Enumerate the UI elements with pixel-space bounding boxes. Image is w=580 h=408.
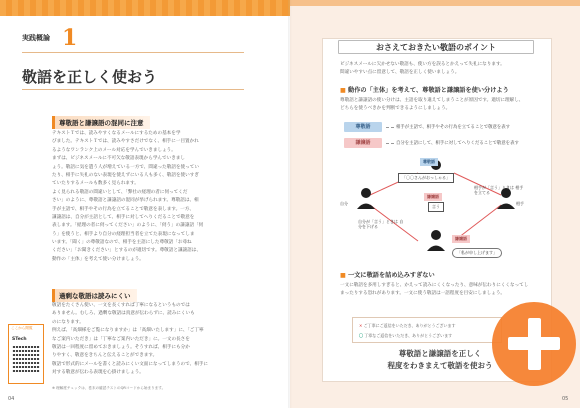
text-line: う」を使うと、相手より自分の経理担当者を立てた表現になってしま — [52, 231, 195, 237]
example-bad-text: ご丁寧にご返信をいただき、ありがとうございます — [363, 323, 456, 328]
text-line: りやすく、敬意をきちんと伝えることができます。 — [52, 353, 158, 359]
person-lower-icon — [427, 230, 445, 251]
text-line: 動作の「主体」を考えて使い分けましょう。 — [52, 256, 144, 262]
page-number-right: 05 — [562, 396, 569, 402]
text-line: よく見られる敬語の間違いとして、「弊社の経理の者に伺ってくだ — [52, 189, 188, 195]
text-line: るようなワンランク上のメール対応を学んでいきましょう。 — [52, 147, 176, 153]
text-line: ょう。敬語に気を遣う人が増えている一方で、間違った敬語を使ってい — [52, 164, 199, 170]
label-self: 自分 — [340, 201, 348, 206]
text-line: 敬語は一回程度に留めておきましょう。そうすれば、相手にも分か — [52, 344, 190, 350]
cross-icon: ✕ — [359, 323, 363, 328]
paragraph-1 — [52, 130, 248, 264]
footnote: ※ 理解度チェックは、巻末の確認テストのQRコードから始まります。 — [52, 386, 166, 390]
card-intro — [340, 61, 536, 78]
word-iu: 言う — [428, 202, 444, 212]
text-line: ありません。むしろ、過剰な敬語は真意が伝わらずに、読みにくいも — [52, 311, 195, 317]
text-line: びました。テキストＴでは、読みやすさだけでなく、相手に一目置かれ — [52, 139, 199, 145]
person-self-icon — [357, 188, 375, 209]
text-line: テキストＴでは、読みやすくなるメールにするための基本を学 — [52, 131, 181, 136]
bullet-icon: ■ — [340, 272, 349, 279]
tag-humble-desc: 自分を主語にして、相手に対してへりくだることで敬意を表す — [396, 141, 519, 146]
subheading-keigo-confusion: 尊敬語と謙譲語の混同に注意 — [52, 116, 150, 129]
title-rule-bottom — [22, 89, 244, 90]
page-gutter — [288, 0, 292, 408]
text-line: 尊敬語と謙譲語の使い分けは、主語を取り違えてしまうことが原因です。適切に理解し、 — [340, 98, 524, 103]
text-line: なご案内いただき」は「丁寧なご案内いただき」に。一文の長さを — [52, 336, 190, 342]
closing-line-1: 尊敬語と謙譲語を正しく — [398, 349, 482, 358]
example-good-text: 丁寧なご返信をいただき、ありがとうございます — [364, 333, 453, 338]
text-line: 謙譲語は、自分が主語として、相手に対してへりくだることで敬意を — [52, 214, 195, 220]
section-tag: 実践概論 — [22, 34, 50, 42]
label-partner: 相手 — [516, 201, 524, 206]
point-1-heading-text: 動作の「主体」を考えて、尊敬語と謙譲語を使い分けよう — [348, 87, 509, 94]
text-line: 一文に敬語を多用しすぎると、かえって読みにくくなったり、意味が伝わりにくくなってし — [340, 283, 529, 288]
chip-kenjo-bottom: 謙譲語 — [452, 235, 470, 243]
point-1-text — [340, 97, 536, 114]
top-decorative-band-right — [290, 0, 580, 6]
text-line: さい」のように、尊敬語と謙譲語の混同が挙げられます。尊敬語は、相 — [52, 198, 199, 204]
text-line: 間違いやすい点に留意して、敬語を正しく使いましょう。 — [340, 70, 460, 76]
point-2-heading — [340, 270, 435, 279]
bullet-icon: ■ — [340, 87, 349, 94]
text-line: ていたりするメールも数多く見られます。 — [52, 181, 139, 187]
closing-line-2: 程度をわきまえて敬語を使おう — [387, 361, 493, 370]
text-line: 敬語で形式的にメールを書くと読みにくい文面になってしまうので、相手に — [52, 361, 209, 367]
text-line: 対する敬意が伝わる表現を心掛けましょう。 — [52, 370, 144, 376]
text-line: 表します。「経理の者に伺ってください」のように、「伺う」の謙譲語「伺 — [52, 223, 204, 229]
text-line: 例えば、「高畑様をご覧になりますか」は「高畑いたします」に、「ご丁寧 — [52, 328, 204, 334]
text-line: ください」「お聞きください」とするのが適切です。尊敬語と謙譲語は、 — [52, 248, 201, 254]
paragraph-2 — [52, 302, 248, 378]
title-rule-top — [22, 52, 244, 53]
quote-bottom: 「私が申し上げます」 — [452, 248, 502, 258]
qr-label: ここから閲覧 — [11, 326, 33, 330]
tag-connector — [386, 143, 394, 144]
tag-honorific: 尊敬語 — [344, 122, 382, 132]
circle-icon: 〇 — [359, 333, 363, 338]
tag-connector — [386, 127, 394, 128]
text-line: 手が主語で、相手やその行為を立てることで敬意を表します。一方、 — [52, 206, 194, 212]
point-2-heading-text: 一文に敬語を詰め込みすぎない — [348, 272, 435, 279]
subheading-excessive-keigo: 過剰な敬語は読みにくい — [52, 289, 137, 302]
tag-humble: 謙譲語 — [344, 138, 382, 148]
text-line: どちらを使うべきかを判断できるようにしましょう。 — [340, 106, 451, 112]
card-title: おさえておきたい敬語のポイント — [338, 40, 534, 54]
text-line: ビジネスメールに欠かせない敬語も、使い方を誤るとかえって失礼になります。 — [340, 62, 505, 67]
text-line: います。「聞く」の尊敬語なので、相手を主語にした尊敬語「お尋ね — [52, 240, 192, 246]
chip-sonkei-top: 尊敬語 — [420, 158, 438, 166]
qr-brand: STech — [12, 337, 27, 342]
example-bad — [359, 323, 455, 329]
point-2-text — [340, 282, 536, 299]
text-line: 敬語をたくさん使い、一文を長くすれば丁寧になるというものでは — [52, 303, 190, 308]
example-box — [352, 317, 502, 343]
text-line: まったりする恐れがあります。一文に使う敬語は一語程度を目安にしましょう。 — [340, 291, 506, 297]
quote-top: 「〇〇さんがおっしゃる」 — [398, 173, 454, 183]
page-number-left: 04 — [8, 396, 15, 402]
top-decorative-band — [0, 0, 290, 16]
text-line: のになります。 — [52, 319, 84, 325]
example-good — [359, 333, 452, 339]
plus-icon[interactable] — [528, 318, 541, 370]
text-line: たり、相手に失礼のない表現を使えずにいる人も多く、敬語を使いすぎ — [52, 172, 199, 178]
qr-code-icon[interactable] — [12, 344, 40, 372]
label-partner-note: 相手が「言う」ときは 相手を立てる — [474, 185, 524, 195]
section-number: 1 — [62, 25, 78, 51]
chip-kenjo-mid: 謙譲語 — [424, 193, 442, 201]
label-self-note: 自分が「言う」ときは 自分を下げる — [358, 219, 404, 229]
text-line: まずは、ビジネスメールに不可欠な敬語表現から学んでいきまし — [52, 156, 185, 162]
qr-code-panel[interactable] — [8, 324, 44, 384]
keigo-diagram — [336, 155, 536, 265]
tag-honorific-desc: 相手が主語で、相手やその行為を立てることで敬意を表す — [396, 125, 511, 130]
point-1-heading — [340, 85, 509, 94]
page-title: 敬語を正しく使おう — [22, 68, 158, 86]
